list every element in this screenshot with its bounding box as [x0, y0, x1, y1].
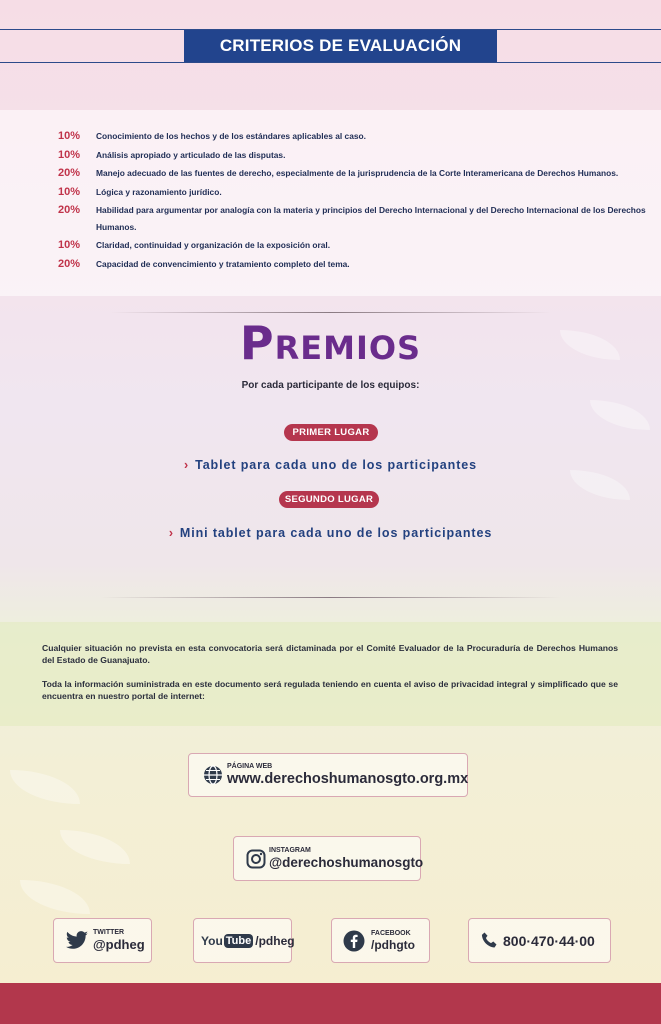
facebook-caption: FACEBOOK: [371, 929, 411, 937]
chevron-right-icon: ›: [184, 458, 190, 472]
criteria-percent: 10%: [58, 239, 81, 251]
divider: [100, 597, 561, 598]
decorative-leaf: [60, 830, 130, 864]
youtube-icon: [201, 934, 253, 948]
instagram-icon: [246, 848, 266, 870]
premios-subtitle: Por cada participante de los equipos:: [241, 380, 420, 391]
twitter-caption: TWITTER: [93, 929, 125, 936]
premios-title: Premios: [239, 316, 422, 370]
website-caption: PÁGINA WEB: [227, 763, 273, 770]
phone-icon: [479, 930, 501, 952]
criteria-item: [58, 128, 648, 145]
criteria-item: [58, 237, 648, 254]
criteria-item: [58, 256, 648, 273]
facebook-icon: [342, 929, 366, 953]
criteria-item: [58, 184, 648, 201]
chevron-right-icon: ›: [168, 526, 174, 540]
notice-paragraph: Cualquier situación no prevista en esta convocatoria será dictaminada por el Comité Evaluador de la Procuraduría de Derechos Humanos del Estado de Guanajuato.: [42, 643, 618, 665]
criteria-percent: 10%: [58, 185, 81, 198]
facebook-link[interactable]: [331, 918, 430, 963]
criteria-text: Capacidad de convencimiento y tratamiento completo del tema.: [96, 258, 350, 269]
criteria-item: [58, 202, 648, 235]
criteria-percent: 20%: [58, 204, 81, 216]
criteria-text: Habilidad para argumentar por analogía con la materia y principios del Derecho Internacional y del Derecho Internacional de los Derechos Humanos.: [96, 205, 646, 232]
phone-number: 800·470·44·00: [503, 932, 595, 949]
twitter-icon: [64, 930, 90, 952]
website-text: [227, 763, 468, 787]
instagram-link[interactable]: [233, 836, 424, 881]
twitter-handle: @pdheg: [93, 937, 145, 952]
criteria-list: [58, 128, 648, 274]
criteria-text: Claridad, continuidad y organización de la exposición oral.: [96, 240, 331, 250]
youtube-logo-you: You: [201, 933, 223, 948]
youtube-link[interactable]: [193, 918, 295, 963]
criteria-percent: 20%: [58, 257, 81, 270]
phone-link[interactable]: [468, 918, 611, 963]
second-prize: [0, 526, 661, 540]
criteria-text: Lógica y razonamiento jurídico.: [96, 186, 222, 197]
twitter-text: [93, 929, 145, 952]
facebook-text: [371, 930, 415, 952]
header-line-bottom: [0, 62, 661, 63]
website-link[interactable]: [188, 753, 468, 797]
notice-paragraph: Toda la información suministrada en este documento será regulada teniendo en cuenta el aviso de privacidad integral y simplificado que se encuentra en nuestro portal de internet:: [42, 679, 618, 701]
criteria-text: Análisis apropiado y articulado de las disputas.: [96, 149, 286, 160]
instagram-caption: INSTAGRAM: [269, 847, 311, 854]
criteria-item: [58, 165, 648, 182]
first-prize: [0, 458, 661, 472]
second-place-badge: SEGUNDO LUGAR: [279, 491, 379, 508]
criteria-item: [58, 147, 648, 164]
criteria-percent: 10%: [58, 148, 81, 161]
divider: [110, 312, 551, 313]
criteria-percent: 20%: [58, 167, 81, 179]
youtube-logo-tube: Tube: [225, 934, 252, 947]
criteria-text: Conocimiento de los hechos y de los estándares aplicables al caso.: [96, 131, 366, 141]
globe-icon: [203, 764, 223, 786]
youtube-handle: /pdheg: [255, 933, 295, 948]
instagram-handle: @derechoshumanosgto: [269, 855, 424, 870]
decorative-leaf: [570, 470, 630, 500]
facebook-handle: /pdhgto: [371, 937, 415, 952]
criteria-text: Manejo adecuado de las fuentes de derecho, especialmente de la jurisprudencia de la Corte Interamericana de Derechos Humanos.: [96, 168, 619, 178]
decorative-leaf: [20, 880, 90, 914]
website-url: www.derechoshumanosgto.org.mx: [227, 771, 469, 787]
notice-panel: [0, 622, 661, 726]
instagram-text: [269, 847, 423, 870]
decorative-leaf: [10, 770, 80, 804]
first-place-badge: PRIMER LUGAR: [284, 424, 378, 441]
section-title: CRITERIOS DE EVALUACIÓN: [184, 30, 497, 62]
second-prize-text: Mini tablet para cada uno de los participantes: [179, 526, 493, 540]
twitter-link[interactable]: [53, 918, 152, 963]
decorative-leaf: [590, 400, 650, 430]
criteria-percent: 10%: [58, 130, 81, 142]
footer-bar: [0, 983, 661, 1024]
first-prize-text: Tablet para cada uno de los participantes: [195, 458, 477, 472]
